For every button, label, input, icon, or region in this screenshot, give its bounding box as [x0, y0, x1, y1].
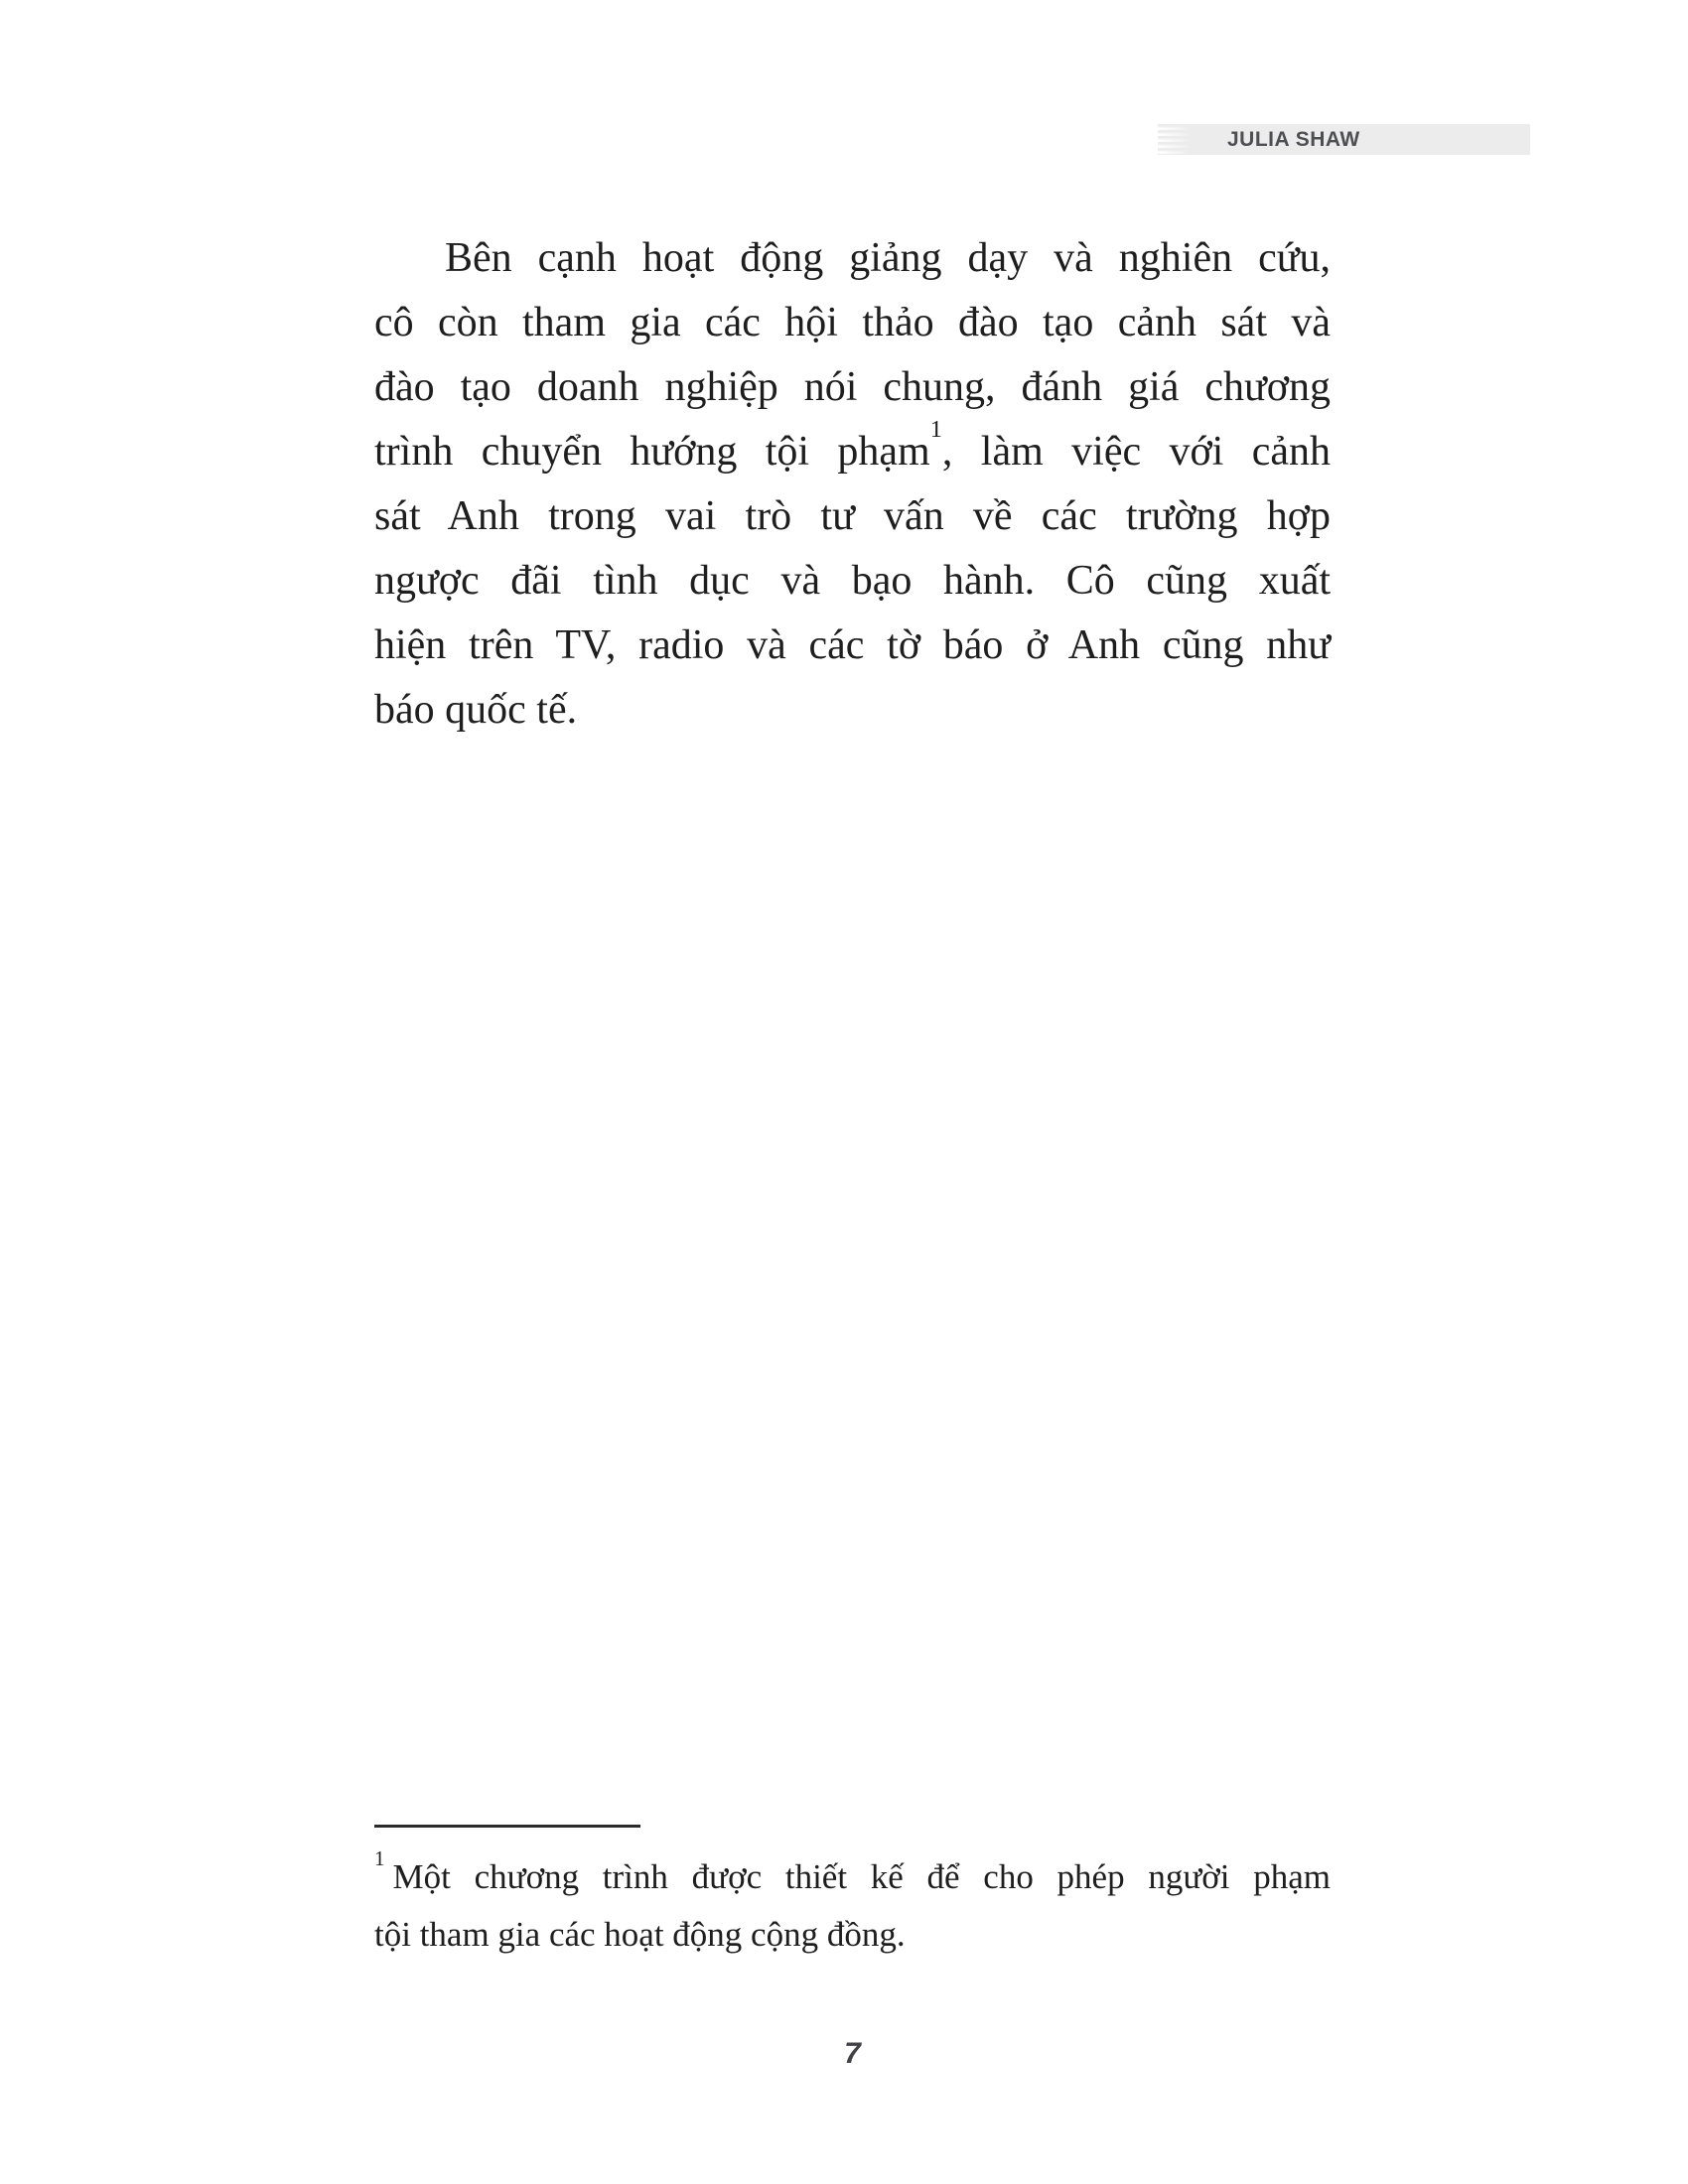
footnote-line: tội tham gia các hoạt động cộng đồng. — [374, 1915, 906, 1954]
paragraph-line: cô còn tham gia các hội thảo đào tạo cảnh sát và — [374, 300, 1331, 345]
running-header-title: JULIA SHAW — [1227, 127, 1360, 151]
footnote — [374, 1845, 1331, 1964]
paragraph-line-text: trình chuyển hướng tội phạm — [374, 429, 930, 475]
footnote-marker: 1 — [374, 1845, 385, 1870]
footnote-separator — [374, 1825, 640, 1828]
paragraph-line: báo quốc tế. — [374, 687, 578, 733]
paragraph-line: hiện trên TV, radio và các tờ báo ở Anh cũng như — [374, 622, 1331, 668]
paragraph-line: Bên cạnh hoạt động giảng dạy và nghiên cứu, — [445, 235, 1331, 281]
body-paragraph — [374, 226, 1331, 743]
paragraph-line — [374, 415, 1332, 484]
footnote-line — [374, 1845, 1331, 1906]
footnote-reference: 1 — [929, 415, 942, 443]
paragraph-line: ngược đãi tình dục và bạo hành. Cô cũng xuất — [374, 558, 1331, 604]
paragraph-line-text: , làm việc với cảnh — [941, 429, 1332, 475]
page-number: 7 — [844, 2037, 861, 2070]
paragraph-line: sát Anh trong vai trò tư vấn về các trường hợp — [374, 493, 1331, 539]
footnote-text: Một chương trình được thiết kế để cho phép người phạm — [392, 1857, 1331, 1896]
running-header-bar — [1188, 124, 1530, 155]
paragraph-line: đào tạo doanh nghiệp nói chung, đánh giá chương — [374, 364, 1331, 410]
